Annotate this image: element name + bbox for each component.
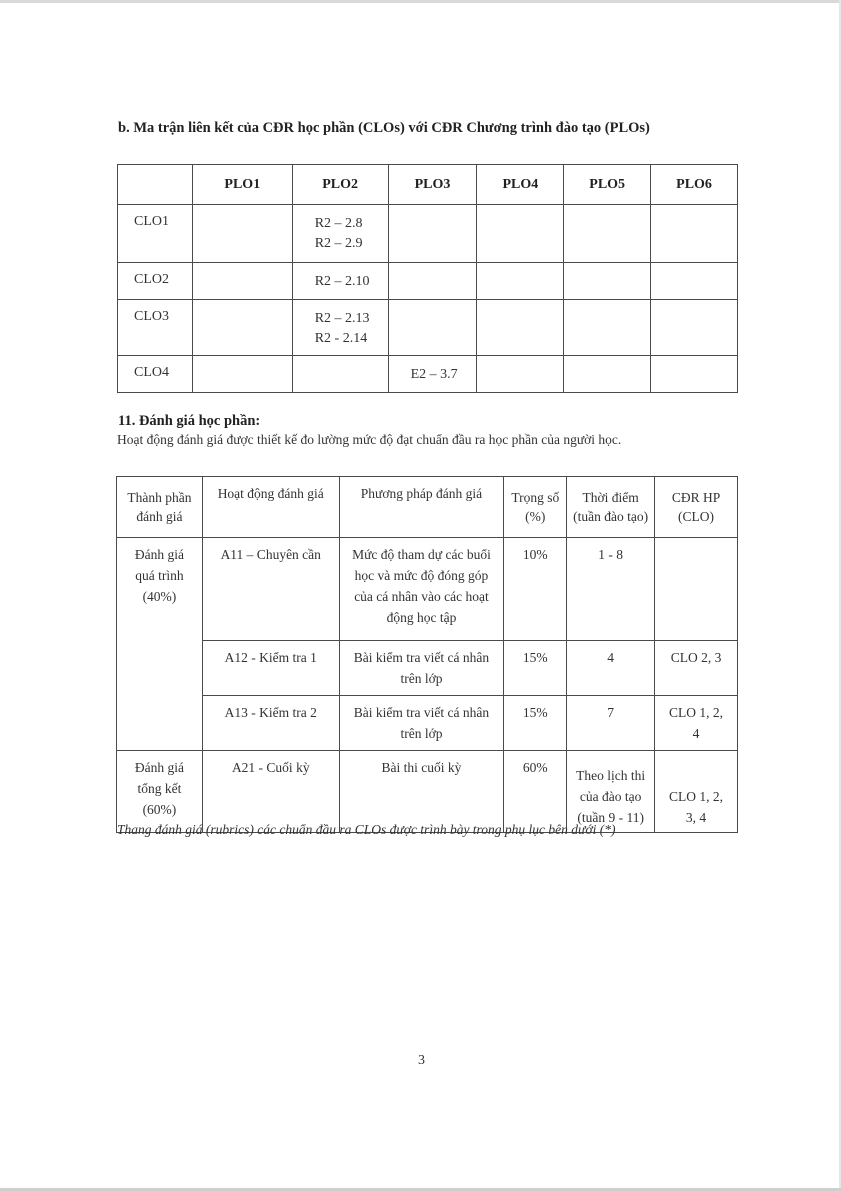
matrix-cell: E2 – 3.7: [388, 356, 477, 393]
method-text: Bài kiểm tra viết cá nhân: [353, 650, 490, 665]
component-text: (40%): [142, 589, 177, 604]
method-text: động học tập: [386, 610, 457, 625]
header-text: (tuần đào tạo): [573, 509, 649, 524]
matrix-cell: [192, 356, 292, 393]
clo-cell: [655, 696, 738, 751]
header-component: [117, 477, 203, 538]
rubrics-caption: Thang đánh giá (rubrics) các chuẩn đầu ra CLOs được trình bày trong phụ lục bên dưới (*): [117, 822, 616, 837]
matrix-cell: [388, 300, 477, 356]
scan-edge-top: [0, 0, 841, 3]
clo-text: CLO 1, 2,: [669, 789, 724, 804]
header-text: Trọng số: [511, 490, 560, 505]
header-method: Phương pháp đánh giá: [339, 477, 504, 538]
clo-text: 3, 4: [685, 810, 707, 825]
mapping-code: R2 – 2.8: [314, 216, 363, 231]
time-text: của đào tạo: [579, 789, 642, 804]
matrix-row-clo3: [118, 300, 738, 356]
matrix-header-plo1: PLO1: [192, 165, 292, 205]
weight-cell: 60%: [504, 751, 567, 833]
time-cell: 7: [567, 696, 655, 751]
matrix-cell: [564, 300, 651, 356]
component-text: (60%): [142, 802, 177, 817]
matrix-cell: [192, 300, 292, 356]
time-cell: [567, 751, 655, 833]
clo-text: [657, 765, 735, 786]
component-cell: [117, 751, 203, 833]
clo-cell: [655, 538, 738, 641]
component-cell: [117, 538, 203, 751]
method-cell: [339, 641, 504, 696]
header-time: [567, 477, 655, 538]
activity-cell: A11 – Chuyên cần: [202, 538, 339, 641]
time-cell: 1 - 8: [567, 538, 655, 641]
clo-plo-matrix: [117, 164, 738, 393]
activity-cell: A21 - Cuối kỳ: [202, 751, 339, 833]
matrix-cell: [388, 263, 477, 300]
method-text: học và mức độ đóng góp: [354, 568, 489, 583]
method-cell: [339, 696, 504, 751]
method-cell: Bài thi cuối kỳ: [339, 751, 504, 833]
matrix-cell: [651, 300, 738, 356]
matrix-header-plo4: PLO4: [477, 165, 564, 205]
section-11-intro: Hoạt động đánh giá được thiết kế đo lường mức độ đạt chuẩn đầu ra học phần của người học.: [117, 432, 622, 447]
clo-cell: CLO 2, 3: [655, 641, 738, 696]
matrix-header-plo5: PLO5: [564, 165, 651, 205]
method-text: trên lớp: [400, 726, 443, 741]
page-number: 3: [418, 1053, 425, 1068]
component-text: tổng kết: [137, 781, 182, 796]
matrix-header-plo6: PLO6: [651, 165, 738, 205]
method-text: của cá nhân vào các hoạt: [354, 589, 489, 604]
header-weight: [504, 477, 567, 538]
matrix-clo-label: CLO4: [118, 356, 193, 393]
time-cell: 4: [567, 641, 655, 696]
matrix-cell: [292, 356, 388, 393]
table-row: [117, 538, 738, 641]
header-text: (CLO): [678, 509, 715, 524]
matrix-clo-label: CLO3: [118, 300, 193, 356]
matrix-header-plo3: PLO3: [388, 165, 477, 205]
method-text: trên lớp: [400, 671, 443, 686]
method-text: Bài kiểm tra viết cá nhân: [353, 705, 490, 720]
header-text: Thời điểm: [582, 490, 639, 505]
matrix-cell: [651, 263, 738, 300]
activity-cell: A12 - Kiểm tra 1: [202, 641, 339, 696]
matrix-cell: [388, 205, 477, 263]
header-text: CĐR HP: [671, 490, 721, 505]
matrix-cell: [292, 263, 388, 300]
method-text: Mức độ tham dự các buổi: [352, 547, 491, 562]
matrix-header-corner: [118, 165, 193, 205]
matrix-cell: [477, 300, 564, 356]
clo-cell: [655, 751, 738, 833]
matrix-cell: [564, 356, 651, 393]
matrix-cell: [292, 300, 388, 356]
weight-cell: 15%: [504, 641, 567, 696]
matrix-header-plo2: PLO2: [292, 165, 388, 205]
matrix-clo-label: CLO1: [118, 205, 193, 263]
matrix-row-clo4: [118, 356, 738, 393]
time-text: (tuần 9 - 11): [577, 810, 644, 825]
header-text: (%): [525, 509, 546, 524]
matrix-cell: [477, 263, 564, 300]
header-text: Thành phần: [127, 490, 192, 505]
table-row: [117, 696, 738, 751]
component-text: Đánh giá: [134, 760, 184, 775]
weight-cell: 10%: [504, 538, 567, 641]
header-text: đánh giá: [136, 509, 183, 524]
section-11-title: 11. Đánh giá học phần:: [118, 413, 261, 429]
matrix-header-row: [118, 165, 738, 205]
header-clo: [655, 477, 738, 538]
assessment-header-row: [117, 477, 738, 538]
matrix-cell: [192, 263, 292, 300]
matrix-cell: [564, 263, 651, 300]
weight-cell: 15%: [504, 696, 567, 751]
matrix-clo-label: CLO2: [118, 263, 193, 300]
matrix-cell: [192, 205, 292, 263]
component-text: Đánh giá: [134, 547, 184, 562]
mapping-code: R2 - 2.14: [314, 331, 368, 346]
matrix-cell: [292, 205, 388, 263]
activity-cell: A13 - Kiểm tra 2: [202, 696, 339, 751]
matrix-heading: b. Ma trận liên kết của CĐR học phần (CLOs) với CĐR Chương trình đào tạo (PLOs): [118, 120, 650, 136]
matrix-cell: [651, 205, 738, 263]
matrix-row-clo2: [118, 263, 738, 300]
component-text: quá trình: [135, 568, 184, 583]
assessment-table: [116, 476, 738, 833]
matrix-row-clo1: [118, 205, 738, 263]
table-row: [117, 641, 738, 696]
clo-text: CLO 1, 2,: [669, 705, 724, 720]
method-cell: [339, 538, 504, 641]
matrix-cell: [564, 205, 651, 263]
clo-text: 4: [692, 726, 700, 741]
mapping-code: R2 – 2.13: [314, 311, 370, 326]
matrix-cell: [477, 356, 564, 393]
matrix-cell: [477, 205, 564, 263]
matrix-cell: [651, 356, 738, 393]
header-activity: Hoạt động đánh giá: [202, 477, 339, 538]
time-text: Theo lịch thi: [576, 768, 646, 783]
table-row: [117, 751, 738, 833]
mapping-code: R2 – 2.10: [314, 274, 370, 289]
mapping-code: R2 – 2.9: [314, 236, 363, 251]
